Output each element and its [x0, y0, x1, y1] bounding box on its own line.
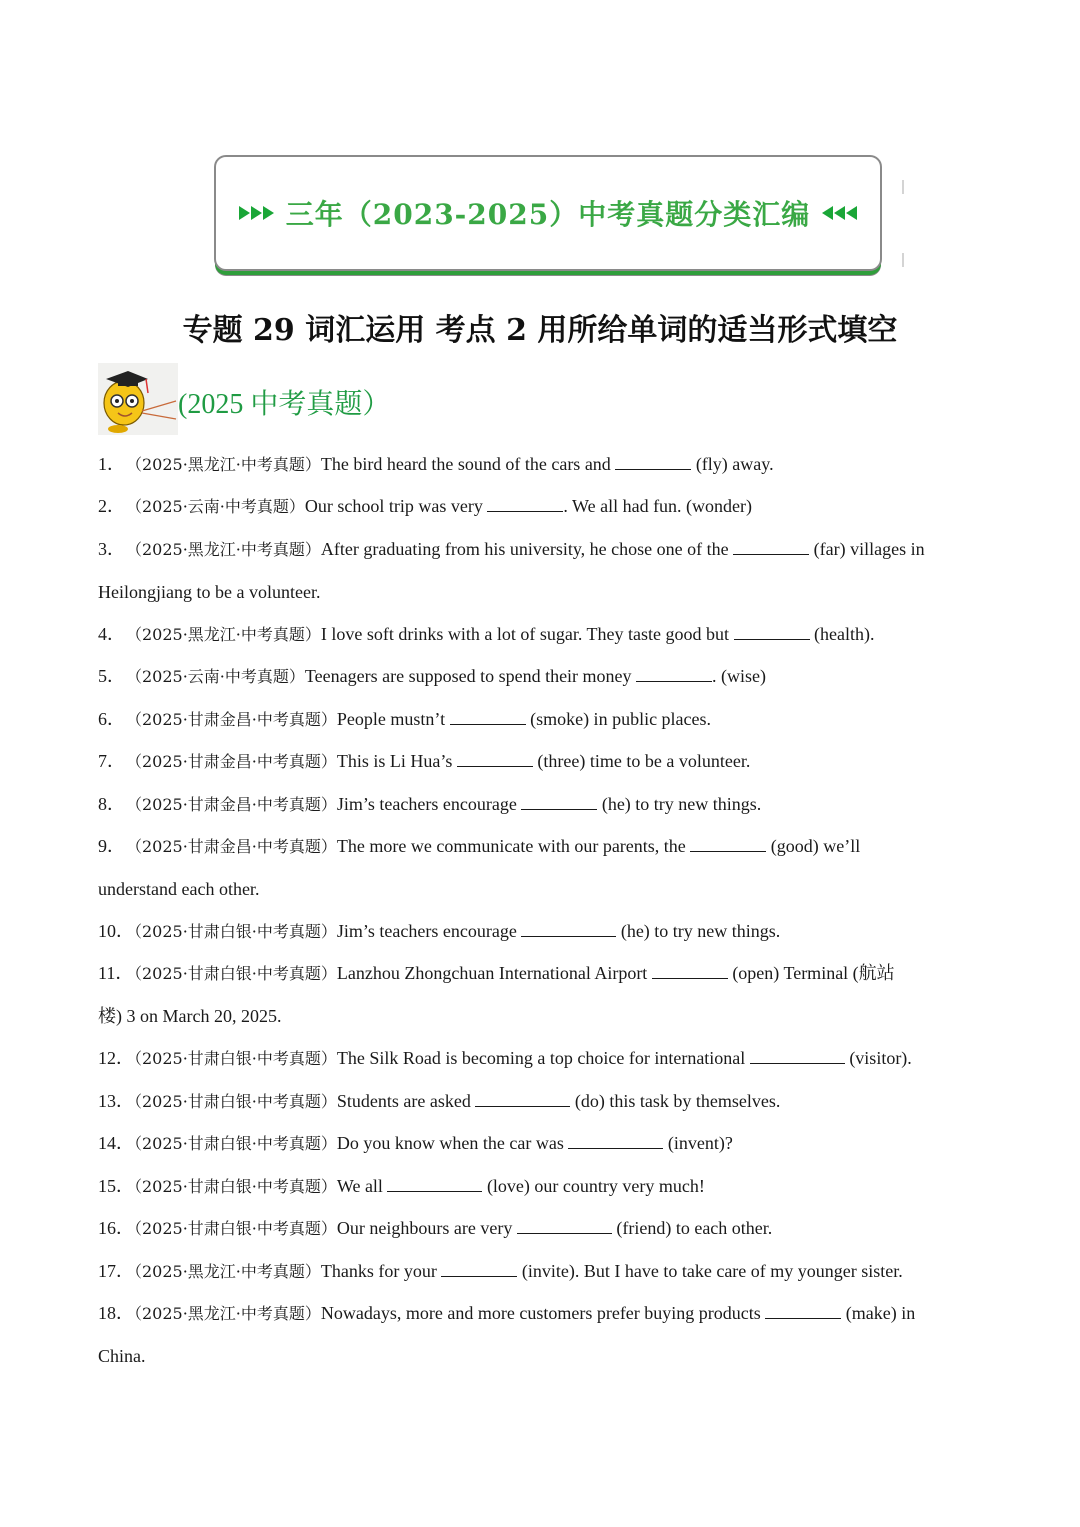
answer-blank — [521, 793, 597, 810]
question-item: 13．（2025·甘肃白银·中考真题）Students are asked (do) this task by themselves. — [98, 1091, 781, 1111]
question-continuation: understand each other. — [98, 879, 260, 899]
question-item: 18．（2025·黑龙江·中考真题）Nowadays, more and more customers prefer buying products (make) in — [98, 1303, 916, 1323]
question-continuation: China. — [98, 1346, 146, 1366]
answer-blank — [765, 1302, 841, 1319]
answer-blank — [690, 835, 766, 852]
answer-blank — [652, 962, 728, 979]
section-title: (2025 中考真题） — [178, 389, 391, 420]
edge-mark — [902, 253, 904, 267]
answer-blank — [517, 1217, 612, 1234]
answer-blank — [636, 665, 712, 682]
question-continuation: 楼) 3 on March 20, 2025. — [98, 1006, 282, 1026]
question-item: 2．（2025·云南·中考真题）Our school trip was very . We all had fun. (wonder) — [98, 496, 753, 516]
question-item: 1．（2025·黑龙江·中考真题）The bird heard the sound of the cars and (fly) away. — [98, 454, 774, 474]
answer-blank — [615, 453, 691, 470]
answer-blank — [487, 495, 563, 512]
answer-blank — [733, 538, 809, 555]
edge-mark — [902, 180, 904, 194]
question-item: 11．（2025·甘肃白银·中考真题）Lanzhou Zhongchuan International Airport (open) Terminal (航站 — [98, 963, 895, 983]
question-item: 8．（2025·甘肃金昌·中考真题）Jim’s teachers encourage (he) to try new things. — [98, 794, 762, 814]
right-arrows-icon — [239, 206, 274, 220]
question-item: 3．（2025·黑龙江·中考真题）After graduating from his university, he chose one of the (far) villages in — [98, 539, 925, 559]
answer-blank — [521, 920, 616, 937]
question-continuation: Heilongjiang to be a volunteer. — [98, 582, 321, 602]
question-item: 7．（2025·甘肃金昌·中考真题）This is Li Hua’s (three) time to be a volunteer. — [98, 751, 751, 771]
question-item: 6．（2025·甘肃金昌·中考真题）People mustn’t (smoke) in public places. — [98, 709, 712, 729]
question-item: 15．（2025·甘肃白银·中考真题）We all (love) our country very much! — [98, 1176, 705, 1196]
question-item: 16．（2025·甘肃白银·中考真题）Our neighbours are very (friend) to each other. — [98, 1218, 773, 1238]
question-item: 14．（2025·甘肃白银·中考真题）Do you know when the car was (invent)? — [98, 1133, 733, 1153]
banner-title: 三年（2023-2025）中考真题分类汇编 — [285, 198, 811, 231]
question-item: 5．（2025·云南·中考真题）Teenagers are supposed to spend their money . (wise) — [98, 666, 767, 686]
answer-blank — [441, 1260, 517, 1277]
left-arrows-icon — [822, 206, 857, 220]
answer-blank — [750, 1047, 845, 1064]
answer-blank — [387, 1175, 482, 1192]
page-title: 专题 29 词汇运用 考点 2 用所给单词的适当形式填空 — [182, 313, 898, 348]
question-item: 17．（2025·黑龙江·中考真题）Thanks for your (invite). But I have to take care of my younger sister. — [98, 1261, 903, 1281]
mascot-icon — [98, 363, 178, 435]
title-banner — [214, 155, 882, 271]
question-item: 10．（2025·甘肃白银·中考真题）Jim’s teachers encourage (he) to try new things. — [98, 921, 781, 941]
answer-blank — [568, 1132, 663, 1149]
question-item: 9．（2025·甘肃金昌·中考真题）The more we communicate with our parents, the (good) we’ll — [98, 836, 861, 856]
answer-blank — [475, 1090, 570, 1107]
answer-blank — [734, 623, 810, 640]
answer-blank — [450, 708, 526, 725]
answer-blank — [457, 750, 533, 767]
question-item: 4．（2025·黑龙江·中考真题）I love soft drinks with a lot of sugar. They taste good but (health). — [98, 624, 875, 644]
question-item: 12．（2025·甘肃白银·中考真题）The Silk Road is becoming a top choice for international (visitor). — [98, 1048, 912, 1068]
